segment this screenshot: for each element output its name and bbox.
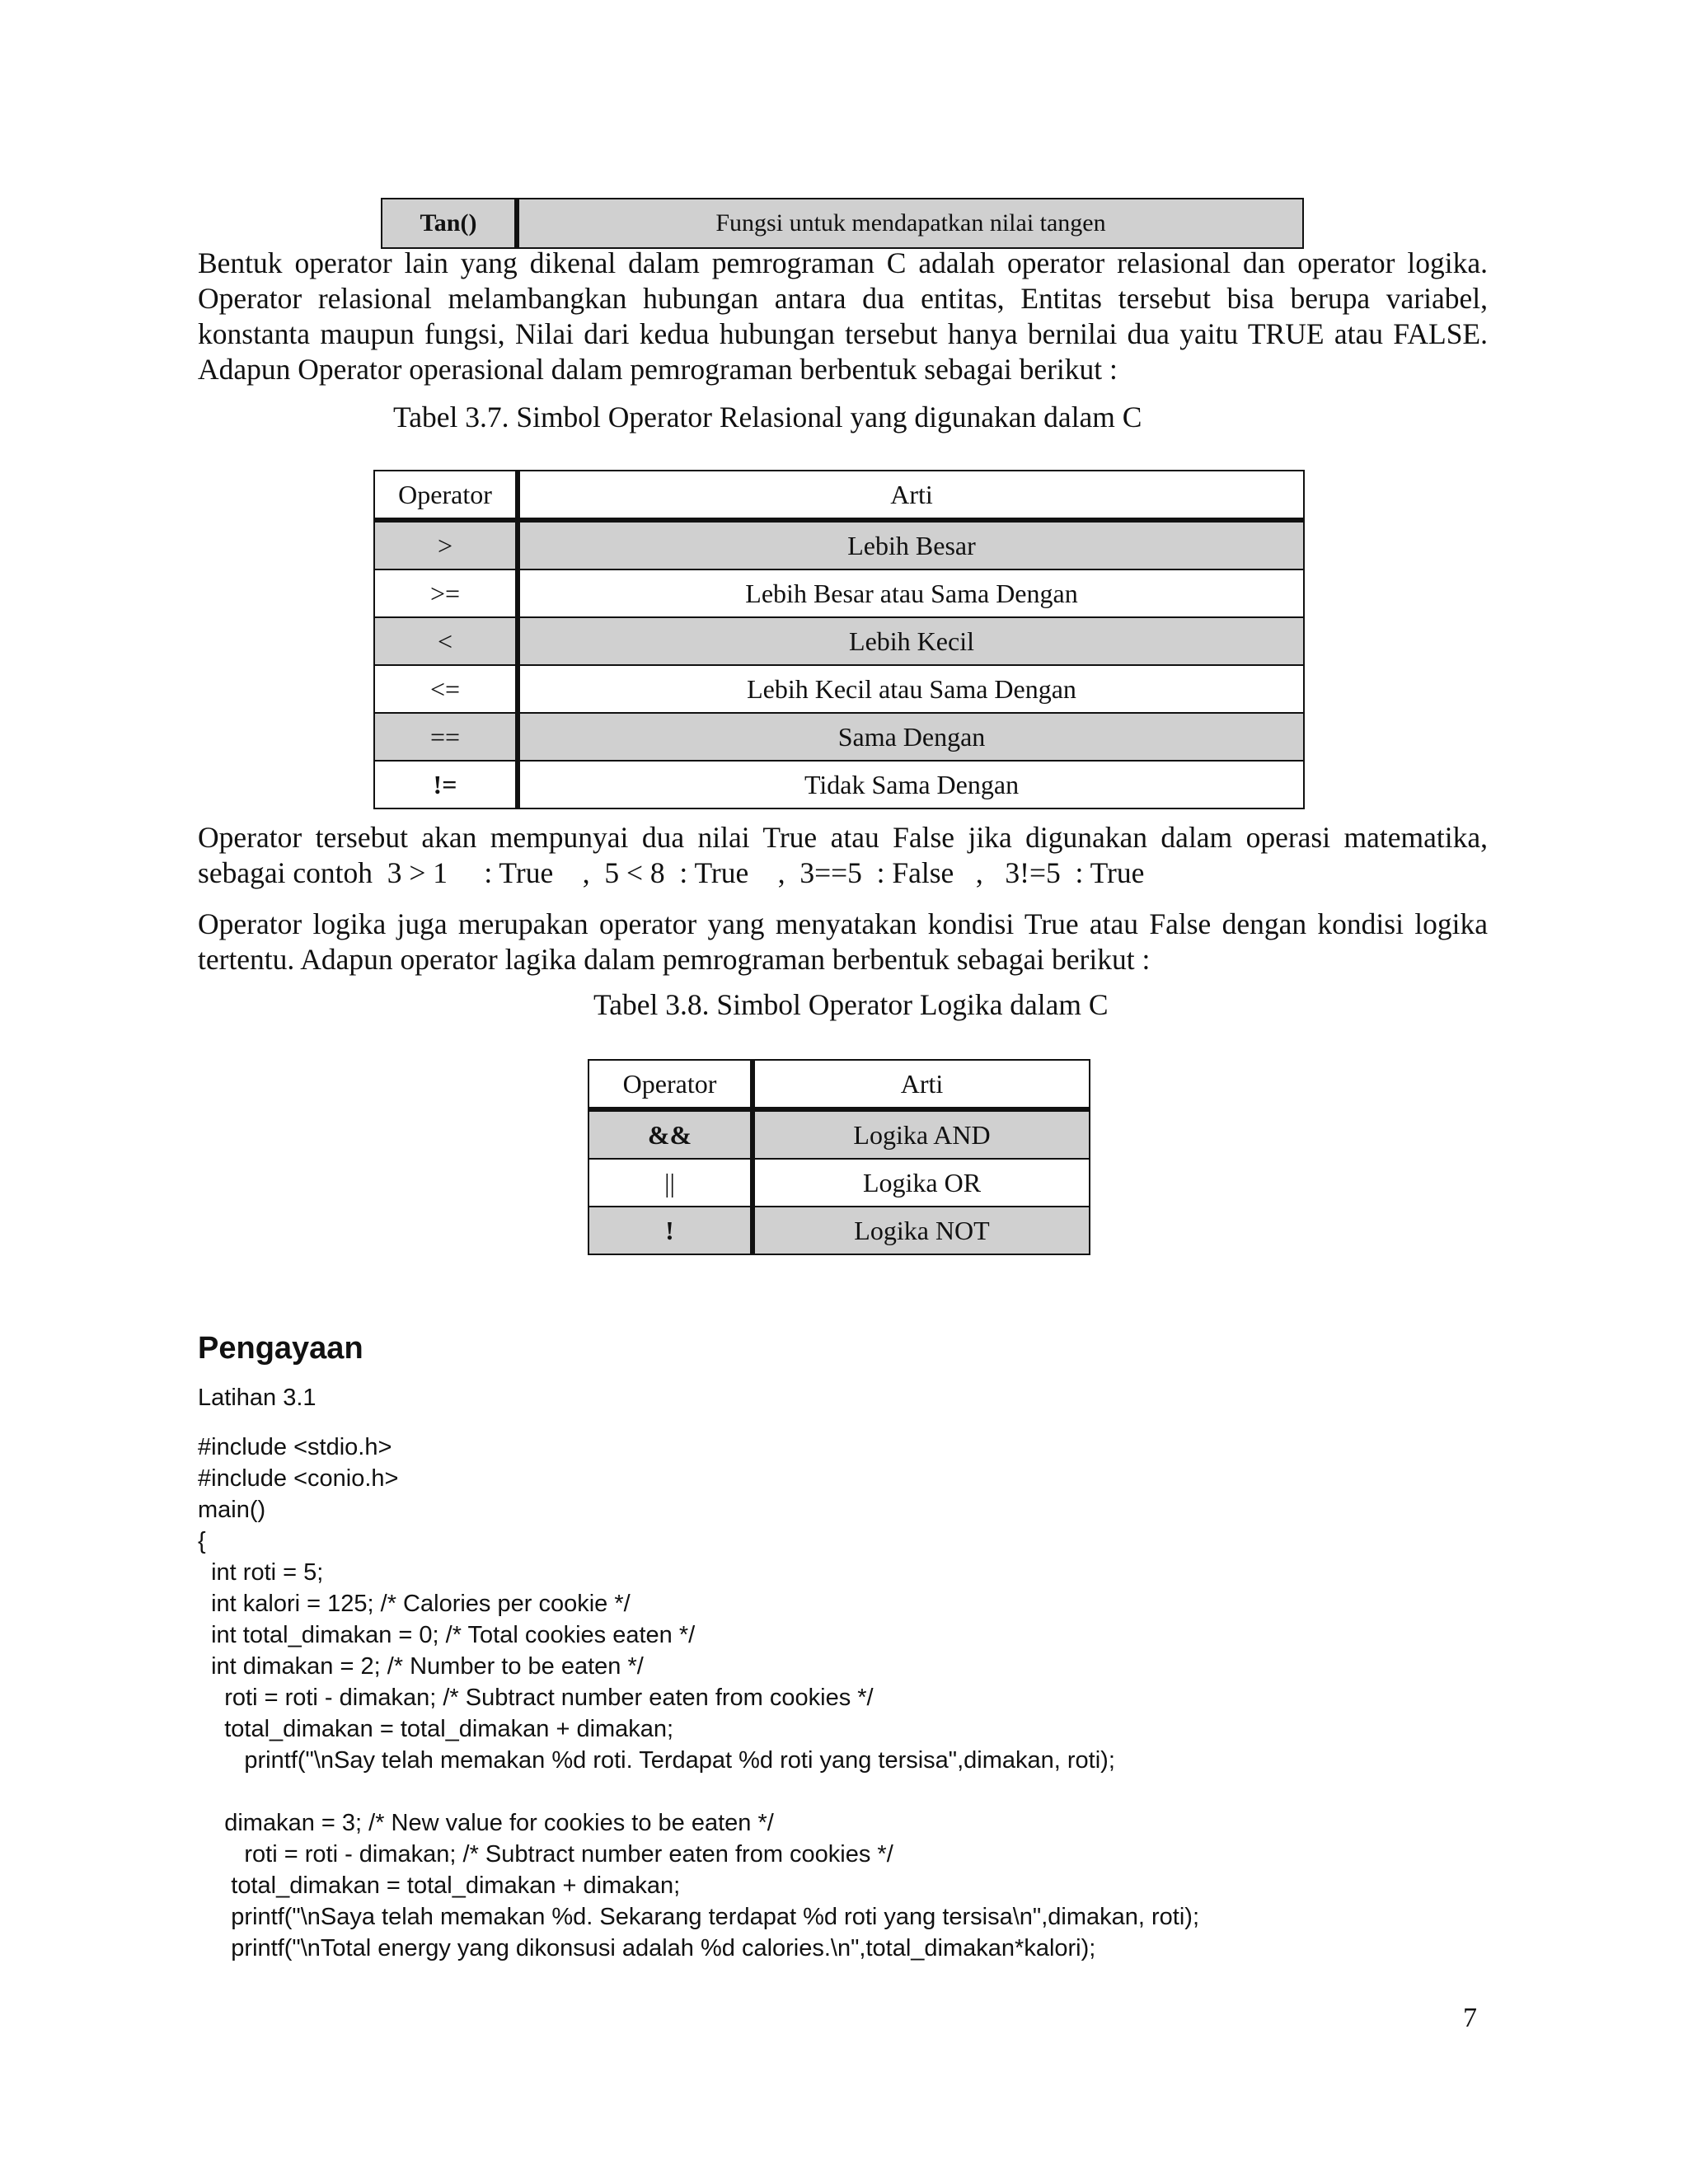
meaning-cell: Logika NOT (753, 1207, 1090, 1254)
section-title: Pengayaan (198, 1331, 363, 1366)
function-description-cell: Fungsi untuk mendapatkan nilai tangen (517, 199, 1303, 248)
tan-function-table (381, 198, 1304, 249)
table-row (382, 199, 1303, 248)
header-operator: Operator (374, 471, 518, 520)
operator-cell: > (374, 520, 518, 569)
code-line: printf("\nSay telah memakan %d roti. Terdapat %d roti yang tersisa",dimakan, roti); (198, 1747, 1115, 1774)
operator-cell: >= (374, 569, 518, 617)
code-line: { (198, 1528, 206, 1554)
code-line: int kalori = 125; /* Calories per cookie */ (198, 1591, 631, 1617)
code-line: printf("\nSaya telah memakan %d. Sekarang terdapat %d roti yang tersisa\n",dimakan, roti); (198, 1904, 1200, 1930)
code-line: main() (198, 1497, 266, 1523)
code-line: dimakan = 3; /* New value for cookies to be eaten */ (198, 1810, 774, 1836)
table-row (588, 1207, 1090, 1254)
meaning-cell: Logika OR (753, 1159, 1090, 1207)
code-line: #include <conio.h> (198, 1465, 399, 1492)
code-line: total_dimakan = total_dimakan + dimakan; (198, 1872, 681, 1899)
header-arti: Arti (518, 471, 1304, 520)
code-line: #include <stdio.h> (198, 1434, 392, 1460)
code-line: int dimakan = 2; /* Number to be eaten */ (198, 1653, 644, 1680)
code-line: printf("\nTotal energy yang dikonsusi adalah %d calories.\n",total_dimakan*kalori); (198, 1935, 1096, 1961)
operator-cell: && (588, 1109, 753, 1159)
table-row (374, 665, 1304, 713)
table-row (374, 520, 1304, 569)
operator-cell: < (374, 617, 518, 665)
meaning-cell: Lebih Besar atau Sama Dengan (518, 569, 1304, 617)
meaning-cell: Lebih Besar (518, 520, 1304, 569)
operator-cell: <= (374, 665, 518, 713)
page-number: 7 (1463, 2003, 1477, 2033)
meaning-cell: Lebih Kecil (518, 617, 1304, 665)
meaning-cell: Lebih Kecil atau Sama Dengan (518, 665, 1304, 713)
operator-cell: || (588, 1159, 753, 1207)
table-38-caption: Tabel 3.8. Simbol Operator Logika dalam C (593, 988, 1109, 1021)
code-line: roti = roti - dimakan; /* Subtract number eaten from cookies */ (198, 1841, 893, 1868)
meaning-cell: Logika AND (753, 1109, 1090, 1159)
operator-cell: != (374, 761, 518, 808)
code-line: int roti = 5; (198, 1559, 324, 1586)
relational-operator-table (373, 470, 1305, 809)
code-line: int total_dimakan = 0; /* Total cookies eaten */ (198, 1622, 696, 1648)
table-row (588, 1159, 1090, 1207)
paragraph-logic-intro: Operator logika juga merupakan operator yang menyatakan kondisi True atau False dengan kondisi logika tertentu. Adapun operator lagika dalam pemrograman berbentuk sebagai berikut : (198, 907, 1488, 976)
table-header-row (588, 1060, 1090, 1109)
code-line (198, 1776, 1199, 1807)
code-line: roti = roti - dimakan; /* Subtract number eaten from cookies */ (198, 1685, 874, 1711)
table-row (374, 761, 1304, 808)
function-name-cell: Tan() (382, 199, 517, 248)
meaning-cell: Tidak Sama Dengan (518, 761, 1304, 808)
logic-operator-table (588, 1059, 1090, 1255)
exercise-title: Latihan 3.1 (198, 1385, 316, 1411)
operator-cell: == (374, 713, 518, 761)
code-line: total_dimakan = total_dimakan + dimakan; (198, 1716, 674, 1742)
code-block (198, 1432, 1199, 1964)
paragraph-examples: Operator tersebut akan mempunyai dua nilai True atau False jika digunakan dalam operasi matematika, sebagai contoh 3 > 1 : True , 5 < 8 : True , 3==5 : False , 3!=5 : True (198, 821, 1495, 889)
paragraph-relational-intro: Bentuk operator lain yang dikenal dalam pemrograman C adalah operator relasional dan operator logika. Operator relasional melambangkan hubungan antara dua entitas, Entitas tersebut bisa berupa variabel, konstanta maupun fungsi, Nilai dari kedua hubungan tersebut hanya bernilai dua yaitu TRUE atau FALSE. Adapun Operator operasional dalam pemrograman berbentuk sebagai berikut : (198, 246, 1488, 386)
table-row (374, 617, 1304, 665)
table-row (588, 1109, 1090, 1159)
header-operator: Operator (588, 1060, 753, 1109)
table-row (374, 713, 1304, 761)
header-arti: Arti (753, 1060, 1090, 1109)
table-header-row (374, 471, 1304, 520)
table-37-caption: Tabel 3.7. Simbol Operator Relasional yang digunakan dalam C (393, 401, 1142, 434)
operator-cell: ! (588, 1207, 753, 1254)
meaning-cell: Sama Dengan (518, 713, 1304, 761)
table-row (374, 569, 1304, 617)
